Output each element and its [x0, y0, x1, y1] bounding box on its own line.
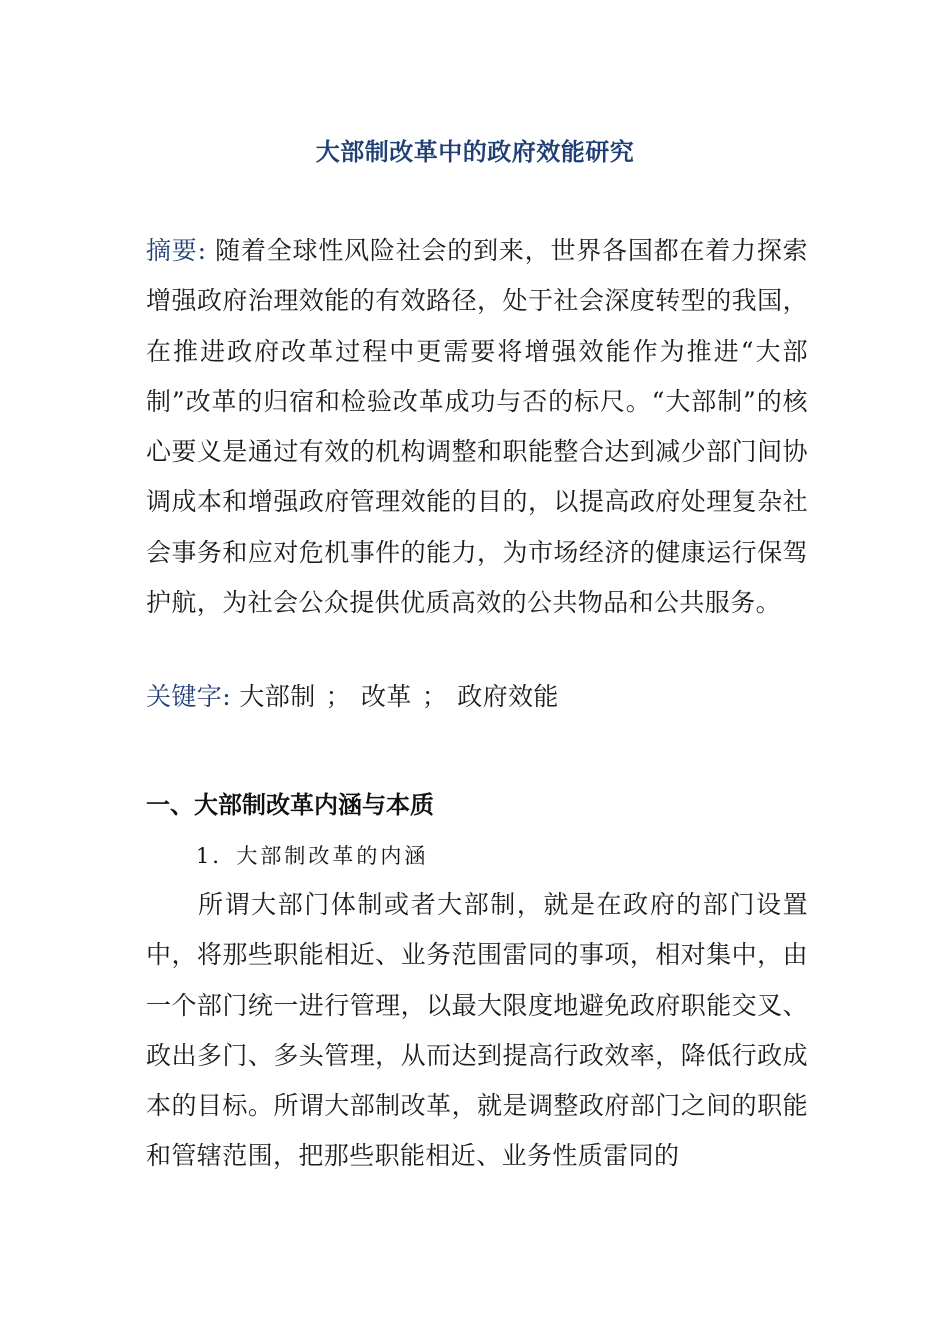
abstract-label: 摘要: — [146, 236, 207, 265]
abstract-paragraph — [146, 226, 808, 628]
keyword-item: 改革 — [361, 682, 412, 711]
keyword-separator: ； — [421, 682, 448, 711]
keyword-item: 政府效能 — [457, 682, 559, 711]
abstract-text: 随着全球性风险社会的到来，世界各国都在着力探索增强政府治理效能的有效路径，处于社会深度转型的我国，在推进政府改革过程中更需要将增强效能作为推进“大部制”改革的归宿和检验改革成功与否的标尺。“大部制”的核心要义是通过有效的机构调整和职能整合达到减少部门间协调成本和增强政府管理效能的目的，以提高政府处理复杂社会事务和应对危机事件的能力，为市场经济的健康运行保驾护航，为社会公众提供优质高效的公共物品和公共服务。 — [146, 236, 809, 618]
keyword-item: 大部制 — [239, 682, 316, 711]
subsection-heading: 1．大部制改革的内涵 — [196, 844, 429, 868]
keywords-line — [146, 672, 808, 722]
body-paragraph: 所谓大部门体制或者大部制，就是在政府的部门设置中，将那些职能相近、业务范围雷同的事项，相对集中，由一个部门统一进行管理，以最大限度地避免政府职能交叉、政出多门、多头管理，从而达到提高行政效率，降低行政成本的目标。所谓大部制改革，就是调整政府部门之间的职能和管辖范围，把那些职能相近、业务性质雷同的 — [146, 890, 808, 1171]
keyword-separator: ； — [325, 682, 351, 711]
document-title: 大部制改革中的政府效能研究 — [315, 138, 635, 166]
keywords-label: 关键字: — [146, 682, 232, 711]
section-heading: 一、大部制改革内涵与本质 — [146, 791, 434, 819]
